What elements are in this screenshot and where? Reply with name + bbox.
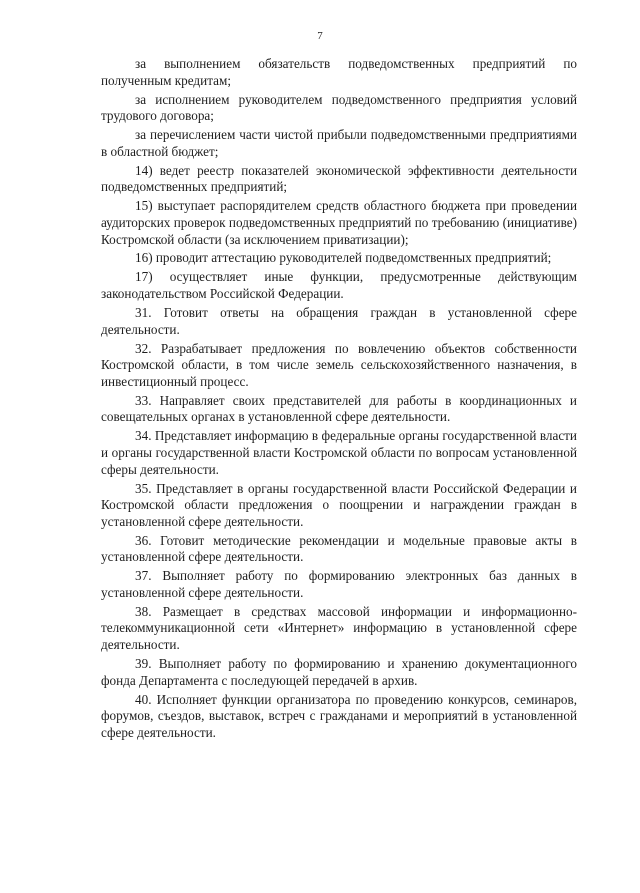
- list-item-labor-contract-control: за исполнением руководителем подведомственного предприятия условий трудового договора;: [101, 91, 577, 124]
- subitem-16: 16) проводит аттестацию руководителей подведомственных предприятий;: [135, 250, 552, 266]
- subitem-17: 17) осуществляет иные функции, предусмотренные действующим законодательством Российской Федерации.: [101, 269, 577, 302]
- subitem-15: 15) выступает распорядителем средств областного бюджета при проведении аудиторских проверок подведомственных предприятий по требованию (инициативе) Костромской области (за исключением приватизации);: [101, 198, 577, 247]
- clause-39: 39. Выполняет работу по формированию и хранению документационного фонда Департамента с последующей передачей в архив.: [101, 656, 577, 688]
- document-body: [101, 56, 577, 744]
- clause-31: 31. Готовит ответы на обращения граждан в установленной сфере деятельности.: [101, 305, 577, 337]
- clause-36: 36. Готовит методические рекомендации и модельные правовые акты в установленной сфере деятельности.: [101, 532, 577, 565]
- clause-34: 34. Представляет информацию в федеральные органы государственной власти и органы государственной власти Костромской области по вопросам установленной сферы деятельности.: [101, 428, 577, 477]
- list-item-credits-control: за выполнением обязательств подведомственных предприятий по полученным кредитам;: [101, 56, 577, 88]
- clause-40: 40. Исполняет функции организатора по проведению конкурсов, семинаров, форумов, съездов, выставок, встреч с гражданами и мероприятий в установленной сфере деятельности.: [101, 691, 577, 740]
- page-number: 7: [317, 30, 323, 42]
- clause-37: 37. Выполняет работу по формированию электронных баз данных в установленной сфере деятельности.: [101, 568, 577, 600]
- list-item-profit-transfer-control: за перечислением части чистой прибыли подведомственными предприятиями в областной бюджет;: [101, 127, 577, 159]
- clause-38: 38. Размещает в средствах массовой информации и информационно-телекоммуникационной сети «Интернет» информацию в установленной сфере деятельности.: [101, 603, 577, 653]
- subitem-14: 14) ведет реестр показателей экономической эффективности деятельности подведомственных предприятий;: [101, 162, 577, 195]
- clause-32: 32. Разрабатывает предложения по вовлечению объектов собственности Костромской области, в том числе земель сельскохозяйственного назначения, в инвестиционный процесс.: [101, 340, 577, 389]
- clause-33: 33. Направляет своих представителей для работы в координационных и совещательных органах в установленной сфере деятельности.: [101, 392, 577, 425]
- clause-35: 35. Представляет в органы государственной власти Российской Федерации и Костромской области предложения о поощрении и награждении граждан в установленной сфере деятельности.: [101, 480, 577, 529]
